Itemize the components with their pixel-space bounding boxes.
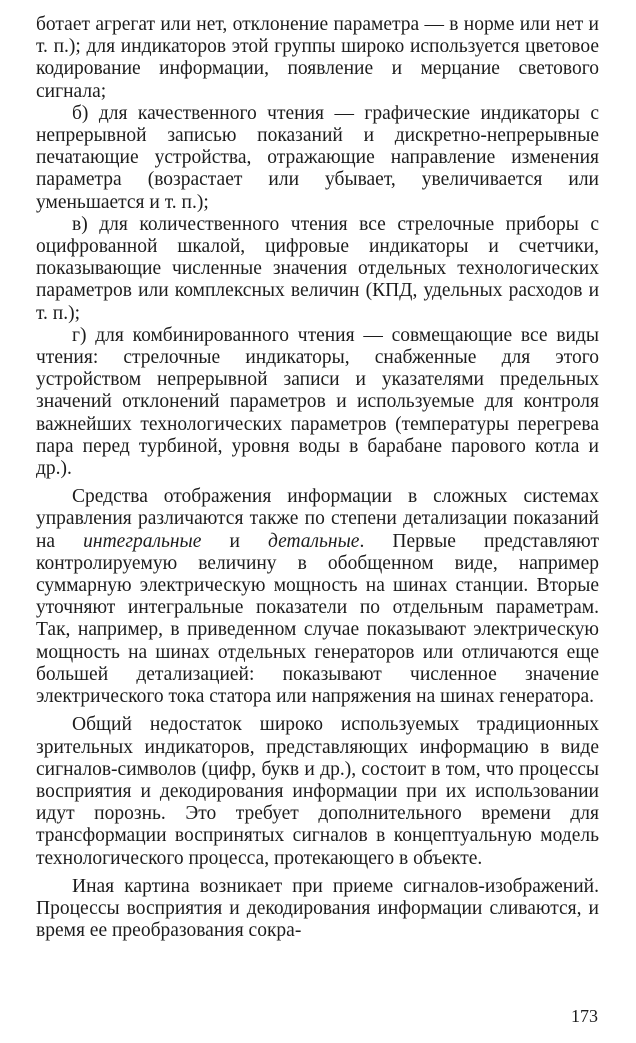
page-number: 173 — [571, 1006, 598, 1026]
paragraph-image-signals: Иная картина возникает при приеме сигналов-изображений. Процессы восприятия и декодирования информации сливаются, и время ее преобразования сокра- — [36, 875, 599, 942]
paragraph-display-means-text-2: и — [201, 530, 268, 552]
paragraph-item-g: г) для комбинированного чтения — совмещающие все виды чтения: стрелочные индикаторы, снабженные для этого устройством непрерывной записи и указателями предельных значений отклонений параметров и используемые для контроля важнейших технологических параметров (температуры перегрева пара перед турбиной, уровня воды в барабане парового котла и др.). — [36, 324, 599, 480]
paragraph-general-drawback: Общий недостаток широко используемых традиционных зрительных индикаторов, представляющих информацию в виде сигналов-символов (цифр, букв и др.), состоит в том, что процессы восприятия и декодирования информации при их использовании идут порознь. Это требует дополнительного времени для трансформации воспринятых сигналов в концептуальную модель технологического процесса, протекающего в объекте. — [36, 714, 599, 869]
paragraph-display-means-text-3: . Первые представляют контролируемую величину в обобщенном виде, например суммарную электрическую мощность на шинах станции. Вторые уточняют интегральные показатели по отдельным параметрам. Так, например, в приведенном случае показывают электрическую мощность на шинах отдельных генераторов или отличаются еще большей детализацией: показывают численное значение электрического тока статора или напряжения на шинах генератора. — [36, 530, 599, 708]
term-integral: интегральные — [83, 530, 202, 552]
term-detailed: детальные — [267, 530, 360, 552]
paragraph-item-b: б) для качественного чтения — графические индикаторы с непрерывной записью показаний и дискретно-непрерывные печатающие устройства, отражающие направление изменения параметра (возрастает или убывает, увеличивается или уменьшается и т. п.); — [36, 102, 599, 213]
paragraph-display-means-text-1: Средства отображения информации в сложных системах управления различаются также по степени детализации показаний на — [36, 486, 599, 552]
paragraph-1: ботает агрегат или нет, отклонение параметра — в норме или нет и т. п.); для индикаторов этой группы широко используется цветовое кодирование информации, появление и мерцание светового сигнала; — [36, 14, 599, 102]
page-body — [36, 14, 599, 942]
paragraph-item-v: в) для количественного чтения все стрелочные приборы с оцифрованной шкалой, цифровые индикаторы и счетчики, показывающие численные значения отдельных технологических параметров или комплексных величин (КПД, удельных расходов и т. п.); — [36, 213, 599, 324]
paragraph-display-means — [36, 486, 599, 708]
